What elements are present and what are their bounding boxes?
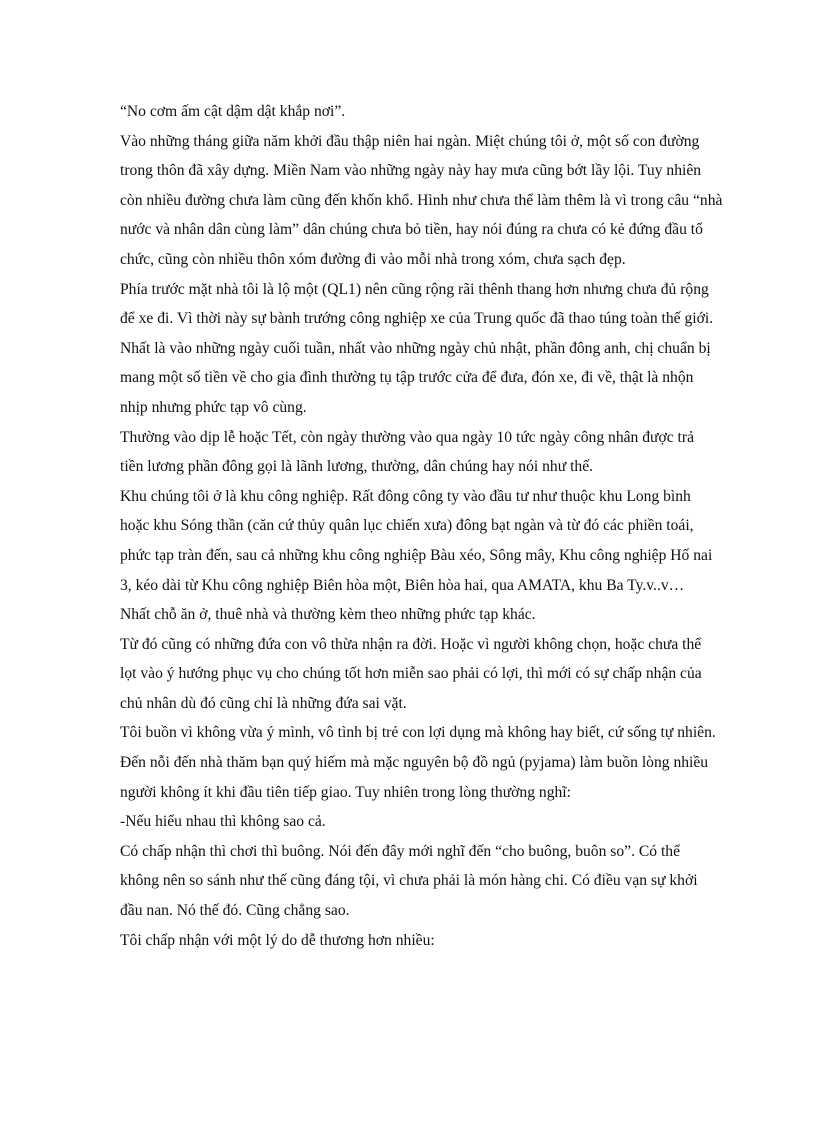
text-line: để xe đi. Vì thời này sự bành trướng công nghiệp xe của Trung quốc đã thao túng toàn thế giới.	[120, 310, 714, 328]
document-body	[120, 97, 723, 955]
text-line: -Nếu hiểu nhau thì không sao cả.	[120, 813, 326, 831]
text-line: Từ đó cũng có những đứa con vô thừa nhận ra đời. Hoặc vì người không chọn, hoặc chưa thể	[120, 635, 702, 653]
text-line: không nên so sánh như thế cũng đáng tội, vì chưa phải là món hàng chi. Có điều vạn sự khởi	[120, 872, 698, 890]
text-line: trong thôn đã xây dựng. Miền Nam vào những ngày này hay mưa cũng bớt lầy lội. Tuy nhiên	[120, 162, 702, 180]
text-line: còn nhiều đường chưa làm cũng đến khốn khổ. Hình như chưa thể làm thêm là vì trong câu “nhà	[120, 191, 723, 209]
text-line: đầu nan. Nó thế đó. Cũng chẳng sao.	[120, 902, 350, 920]
text-line: Vào những tháng giữa năm khởi đầu thập niên hai ngàn. Miệt chúng tôi ở, một số con đường	[120, 132, 700, 150]
text-line: Phía trước mặt nhà tôi là lộ một (QL1) nên cũng rộng rãi thênh thang hơn nhưng chưa đủ rộng	[120, 280, 709, 298]
text-line: chủ nhân dù đó cũng chỉ là những đứa sai vặt.	[120, 694, 407, 712]
text-line: Nhất chỗ ăn ở, thuê nhà và thường kèm theo những phức tạp khác.	[120, 606, 536, 624]
text-line: lọt vào ý hướng phục vụ cho chúng tốt hơn miễn sao phải có lợi, thì mới có sự chấp nhận của	[120, 665, 702, 683]
text-line: chức, cũng còn nhiều thôn xóm đường đi vào mỗi nhà trong xóm, chưa sạch đẹp.	[120, 250, 626, 268]
text-line: Tôi chấp nhận với một lý do dễ thương hơn nhiều:	[120, 931, 435, 949]
text-line: Đến nỗi đến nhà thăm bạn quý hiếm mà mặc nguyên bộ đồ ngủ (pyjama) làm buồn lòng nhiều	[120, 754, 709, 772]
text-line: Có chấp nhận thì chơi thì buông. Nói đến đây mới nghĩ đến “cho buông, buôn so”. Có thể	[120, 842, 681, 860]
text-line: Khu chúng tôi ở là khu công nghiệp. Rất đông công ty vào đầu tư như thuộc khu Long bình	[120, 487, 691, 505]
text-line: hoặc khu Sóng thần (căn cứ thủy quân lục chiến xưa) đông bạt ngàn và từ đó các phiền toái,	[120, 517, 694, 535]
text-line: nước và nhân dân cùng làm” dân chúng chưa bỏ tiền, hay nói đúng ra chưa có kẻ đứng đầu tổ	[120, 221, 703, 239]
text-line: mang một số tiền về cho gia đình thường tụ tập trước cửa để đưa, đón xe, đi về, thật là nhộn	[120, 369, 694, 387]
text-line: Thường vào dịp lễ hoặc Tết, còn ngày thường vào qua ngày 10 tức ngày công nhân được trả	[120, 428, 694, 446]
text-line: Tôi buồn vì không vừa ý mình, vô tình bị trẻ con lợi dụng mà không hay biết, cứ sống tự nhiên.	[120, 724, 716, 742]
text-line: phức tạp tràn đến, sau cả những khu công nghiệp Bàu xéo, Sông mây, Khu công nghiệp Hố nai	[120, 546, 713, 564]
text-line: người không ít khi đầu tiên tiếp giao. Tuy nhiên trong lòng thường nghĩ:	[120, 783, 571, 801]
text-line: tiền lương phần đông gọi là lãnh lương, thường, dân chúng hay nói như thế.	[120, 458, 594, 476]
text-line: 3, kéo dài từ Khu công nghiệp Biên hòa một, Biên hòa hai, qua AMATA, khu Ba Ty.v..v…	[120, 576, 685, 594]
text-line: nhịp nhưng phức tạp vô cùng.	[120, 398, 307, 416]
text-line: Nhất là vào những ngày cuối tuần, nhất vào những ngày chủ nhật, phần đông anh, chị chuẩn bị	[120, 339, 711, 357]
text-line: “No cơm ấm cật dậm dật khắp nơi”.	[120, 103, 346, 120]
